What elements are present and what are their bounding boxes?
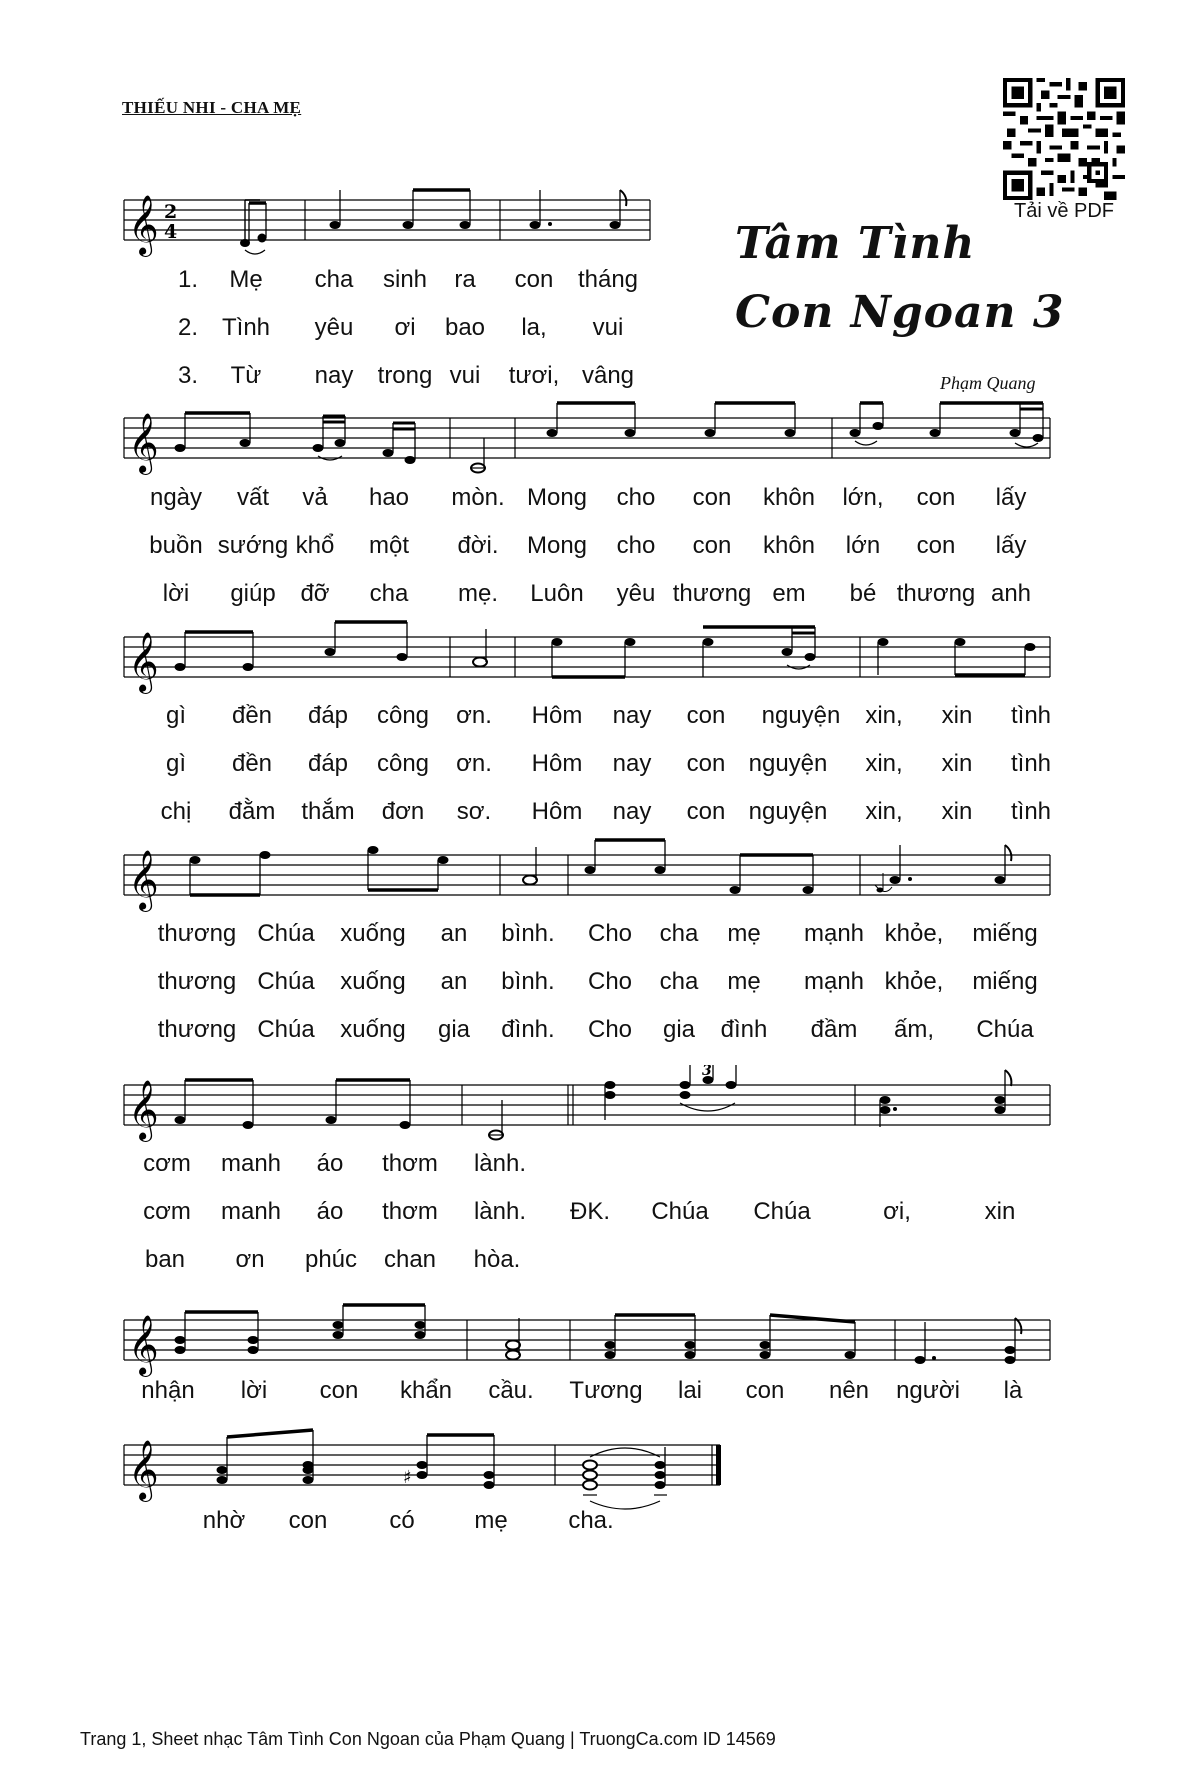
lyric: xin,: [865, 750, 903, 777]
lyric: nhờ: [202, 1507, 246, 1534]
lyric: tình: [1010, 798, 1052, 825]
treble-clef: 𝄞: [128, 850, 159, 910]
lyric: con: [686, 702, 726, 729]
lyric: nguyện: [748, 750, 828, 777]
lyric: đình: [720, 1016, 768, 1043]
lyric: cơm: [143, 1198, 191, 1225]
lyric: khỏe,: [884, 968, 944, 995]
lyric: Từ: [230, 362, 262, 389]
lyric: đời.: [457, 532, 499, 559]
lyric: công: [376, 702, 430, 729]
lyric: buồn: [149, 532, 203, 559]
lyric: cha: [369, 580, 409, 607]
lyric: đáp: [307, 702, 349, 729]
lyric: Chúa: [257, 968, 315, 995]
lyric: lai: [677, 1377, 703, 1404]
lyric: bé: [849, 580, 877, 607]
lyric: con: [319, 1377, 359, 1404]
lyric: đầm: [810, 1016, 858, 1043]
lyric: an: [440, 920, 468, 947]
lyric: cho: [616, 532, 656, 559]
lyric: ấm,: [893, 1016, 935, 1043]
lyric: Tương: [569, 1377, 643, 1404]
lyric: thương: [157, 968, 237, 995]
lyric: nay: [612, 750, 652, 777]
lyric: nguyện: [748, 798, 828, 825]
lyric: Cho: [587, 920, 633, 947]
lyric: công: [376, 750, 430, 777]
lyric: cha: [659, 968, 699, 995]
lyric: thương: [157, 920, 237, 947]
treble-clef: 𝄞: [128, 195, 159, 255]
lyric: Luôn: [530, 580, 584, 607]
lyric: con: [692, 484, 732, 511]
lyric: bình.: [501, 968, 555, 995]
lyric: áo: [316, 1150, 344, 1177]
lyric: miếng: [972, 920, 1038, 947]
lyric: lời: [162, 580, 190, 607]
lyric: Mong: [526, 532, 588, 559]
treble-clef: 𝄞: [128, 1315, 159, 1375]
lyric: đỡ: [300, 580, 330, 607]
lyric: vả: [302, 484, 328, 511]
lyric: la,: [521, 314, 547, 341]
composer-name: Phạm Quang: [940, 373, 1036, 393]
lyric: thắm: [301, 798, 355, 825]
page-footer: Trang 1, Sheet nhạc Tâm Tình Con Ngoan của Phạm Quang | TruongCa.com ID 14569: [80, 1729, 776, 1749]
lyric: an: [440, 968, 468, 995]
lyric: gia: [662, 1016, 696, 1043]
lyric: hòa.: [473, 1246, 521, 1273]
lyric: mòn.: [451, 484, 505, 511]
lyric: manh: [220, 1150, 282, 1177]
lyric: xin: [941, 750, 973, 777]
lyric: cầu.: [488, 1377, 534, 1404]
lyric: ơi: [394, 314, 416, 341]
lyric: em: [772, 580, 806, 607]
lyric: thương: [157, 1016, 237, 1043]
lyric: bao: [444, 314, 486, 341]
lyric: khôn: [762, 532, 816, 559]
lyric: ơn.: [456, 750, 492, 777]
lyric: ban: [144, 1246, 186, 1273]
lyric: xin: [984, 1198, 1016, 1225]
song-title-line2: Con Ngoan 3: [735, 287, 1065, 338]
lyric: Hôm: [531, 750, 583, 777]
lyric: 2.: [177, 314, 199, 341]
lyric: sinh: [382, 266, 428, 293]
lyric: ơi,: [883, 1198, 911, 1225]
lyric: cha: [314, 266, 354, 293]
page-category: THIẾU NHI - CHA MẸ: [122, 98, 302, 117]
lyric: tình: [1010, 702, 1052, 729]
lyric: mẹ.: [457, 580, 499, 607]
treble-clef: 𝄞: [128, 632, 159, 692]
lyric: đền: [231, 750, 273, 777]
lyric: 3.: [177, 362, 199, 389]
lyric: thơm: [382, 1150, 438, 1177]
lyric: một: [368, 532, 410, 559]
notes-system-5: [175, 1065, 1012, 1140]
triplet-mark: 3: [702, 1065, 712, 1079]
lyric: lời: [240, 1377, 268, 1404]
lyric: con: [692, 532, 732, 559]
lyric: miếng: [972, 968, 1038, 995]
lyric: xuống: [340, 968, 406, 995]
lyric: đình.: [501, 1016, 555, 1043]
lyric: giúp: [230, 580, 276, 607]
lyric: vui: [449, 362, 481, 389]
svg-text:♯: ♯: [403, 1467, 412, 1488]
lyric: 1.: [177, 266, 199, 293]
lyric: đáp: [307, 750, 349, 777]
lyric: sơ.: [456, 798, 492, 825]
lyric: Chúa: [257, 1016, 315, 1043]
lyric: Hôm: [531, 702, 583, 729]
lyric: con: [745, 1377, 785, 1404]
lyric: con: [686, 750, 726, 777]
lyric: xin: [941, 798, 973, 825]
lyric: có: [389, 1507, 415, 1534]
lyric: ngày: [149, 484, 203, 511]
lyric: mẹ: [727, 968, 761, 995]
lyric: lành.: [473, 1150, 527, 1177]
lyric: Chúa: [753, 1198, 811, 1225]
lyric: sướng: [217, 532, 289, 559]
staff-system-1: [0, 180, 1200, 270]
lyric: khổ: [295, 532, 335, 559]
qr-download-label[interactable]: Tải về PDF: [1013, 200, 1115, 222]
lyric: khẩn: [399, 1377, 453, 1404]
lyric: là: [1003, 1377, 1023, 1404]
lyric: con: [288, 1507, 328, 1534]
song-title-line1: Tâm Tình: [735, 218, 976, 269]
lyric: tươi,: [508, 362, 560, 389]
lyric: mạnh: [803, 920, 865, 947]
lyric: mẹ: [474, 1507, 508, 1534]
lyric: tình: [1010, 750, 1052, 777]
lyric: Chúa: [651, 1198, 709, 1225]
lyric: tháng: [577, 266, 639, 293]
lyric: mẹ: [727, 920, 761, 947]
staff-system-3: [0, 617, 1200, 707]
lyric: lấy: [995, 532, 1027, 559]
lyric: con: [514, 266, 554, 293]
lyric: lành.: [473, 1198, 527, 1225]
staff-system-2: [0, 398, 1200, 488]
lyric: vui: [592, 314, 624, 341]
lyric: gì: [165, 702, 187, 729]
lyric: cha: [659, 920, 699, 947]
lyric: cho: [616, 484, 656, 511]
lyric: anh: [990, 580, 1032, 607]
lyric: cha.: [568, 1507, 614, 1534]
lyric: xin,: [865, 702, 903, 729]
lyric: Hôm: [531, 798, 583, 825]
lyric: lớn,: [842, 484, 884, 511]
lyric: yêu: [616, 580, 656, 607]
lyric: lớn: [845, 532, 881, 559]
lyric: xin: [941, 702, 973, 729]
lyric: con: [916, 484, 956, 511]
lyric: nay: [612, 702, 652, 729]
notes-system-7: [217, 1430, 668, 1509]
lyric: hao: [368, 484, 410, 511]
lyric: manh: [220, 1198, 282, 1225]
lyric: Tình: [221, 314, 271, 341]
lyric: vất: [236, 484, 270, 511]
lyric: đền: [231, 702, 273, 729]
lyric: mạnh: [803, 968, 865, 995]
treble-clef: 𝄞: [128, 1440, 159, 1500]
lyric: bình.: [501, 920, 555, 947]
lyric: Mong: [526, 484, 588, 511]
lyric: nhận: [141, 1377, 195, 1404]
lyric: lấy: [995, 484, 1027, 511]
lyric: Chúa: [257, 920, 315, 947]
lyric: chị: [160, 798, 192, 825]
lyric: áo: [316, 1198, 344, 1225]
lyric: vâng: [581, 362, 635, 389]
lyric: Cho: [587, 1016, 633, 1043]
lyric: xuống: [340, 920, 406, 947]
lyric: nên: [828, 1377, 870, 1404]
lyric: thơm: [382, 1198, 438, 1225]
lyric: ĐK.: [569, 1198, 611, 1225]
lyric: phúc: [304, 1246, 358, 1273]
lyric: nguyện: [761, 702, 841, 729]
lyric: xuống: [340, 1016, 406, 1043]
lyric: thương: [672, 580, 752, 607]
lyric: xin,: [865, 798, 903, 825]
lyric: chan: [383, 1246, 437, 1273]
lyric: nay: [314, 362, 354, 389]
lyric: nay: [612, 798, 652, 825]
time-sig-bottom: 4: [164, 221, 178, 243]
notes-system-3: [175, 622, 1036, 677]
staff-system-5: [0, 1065, 1200, 1155]
lyric: trong: [377, 362, 433, 389]
lyric: con: [686, 798, 726, 825]
lyric: Cho: [587, 968, 633, 995]
lyric: yêu: [314, 314, 354, 341]
lyric: ra: [454, 266, 476, 293]
lyric: con: [916, 532, 956, 559]
time-sig-top: 2: [164, 201, 178, 223]
lyric: đơn: [381, 798, 425, 825]
notes-system-4: [190, 840, 1012, 895]
lyric: khỏe,: [884, 920, 944, 947]
lyric: thương: [896, 580, 976, 607]
lyric: ơn.: [456, 702, 492, 729]
lyric: cơm: [143, 1150, 191, 1177]
treble-clef: 𝄞: [128, 413, 159, 473]
lyric: người: [896, 1377, 960, 1404]
lyric: đằm: [228, 798, 276, 825]
treble-clef: 𝄞: [128, 1080, 159, 1140]
lyric: Mẹ: [229, 266, 263, 293]
notes-system-6: [175, 1305, 1022, 1364]
lyric: ơn: [235, 1246, 265, 1273]
staff-system-4: [0, 835, 1200, 925]
lyric: Chúa: [976, 1016, 1034, 1043]
lyric: gia: [437, 1016, 471, 1043]
lyric: gì: [165, 750, 187, 777]
lyric: khôn: [762, 484, 816, 511]
